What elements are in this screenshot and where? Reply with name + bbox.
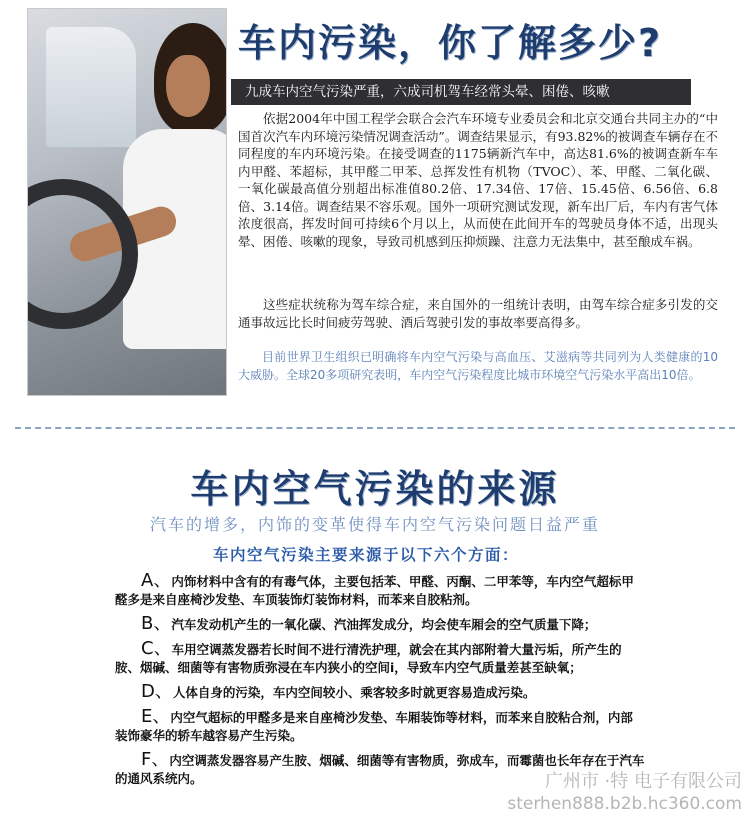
page-title: 车内污染，你了解多少? — [238, 21, 663, 65]
source-item-f: F、内空调蒸发器容易产生胺、烟碱、细菌等有害物质，弥成车，而霉菌也长年存在于汽车的通风系统内。 — [115, 749, 645, 786]
section-divider — [15, 427, 735, 429]
car-window — [46, 27, 136, 147]
sources-list — [115, 572, 645, 794]
sources-subtitle: 汽车的增多，内饰的变革使得车内空气污染问题日益严重 — [149, 515, 600, 534]
source-item-e: E、内空气超标的甲醛多是来自座椅沙发垫、车厢装饰等材料，而苯来自胶粘合剂，内部装饰豪华的轿车越容易产生污染。 — [115, 706, 633, 743]
source-item-b: B、汽车发动机产生的一氧化碳、汽油挥发成分，均会使车厢会的空气质量下降； — [141, 613, 597, 634]
driver-face — [166, 55, 210, 117]
source-item-c: C、车用空调蒸发器若长时间不进行清洗护理，就会在其内部附着大量污垢，所产生的胺、烟碱、细菌等有害物质弥浸在车内狭小的空间i，导致车内空气质量差甚至缺氧； — [115, 638, 622, 675]
source-item-d: D、人体自身的污染，车内空间较小、乘客较多时就更容易造成污染。 — [141, 681, 536, 702]
watermark-url: sterhen888.b2b.hc360.com — [507, 794, 742, 814]
sources-heading: 车内空气污染主要来源于以下六个方面： — [213, 546, 520, 564]
sources-title: 车内空气污染的来源 — [190, 467, 560, 511]
headline-banner: 九成车内空气污染严重，六成司机驾车经常头晕、困倦、咳嗽 — [231, 79, 691, 105]
watermark-company: 广州市 ·特 电子有限公司 — [544, 771, 742, 792]
driver-photo — [27, 8, 227, 396]
survey-paragraph: 依据2004年中国工程学会联合会汽车环境专业委员会和北京交通台共同主办的“中国首次汽车内环境污染情况调查活动”。调查结果显示，有93.82%的被调查车辆存在不同程度的车内环境污染。在接受调查的1175辆新汽车中，高达81.6%的被调查新车车内甲醛、苯超标，其甲醛二甲苯、总挥发性有机物（TVOC）、苯、甲醛、二氧化碳、一氧化碳最高值分别超出标准值80.2倍、17.34倍、17倍、15.45倍、6.56倍、6.8倍、3.14倍。调查结果不容乐观。国外一项研究测试发现，新车出厂后，车内有害气体浓度很高，挥发时间可持续6个月以上，从而使在此间开车的驾驶员身体不适，出现头晕、困倦、咳嗽的现象，导致司机感到压抑烦躁、注意力无法集中，甚至酿成车祸。 — [238, 111, 718, 249]
syndrome-paragraph: 这些症状统称为驾车综合症，来自国外的一组统计表明，由驾车综合症多引发的交通事故远比长时间疲劳驾驶、酒后驾驶引发的事故率要高得多。 — [238, 297, 718, 330]
steering-wheel — [27, 179, 138, 329]
who-paragraph: 目前世界卫生组织已明确将车内空气污染与高血压、艾滋病等共同列为人类健康的10大威胁。全球20多项研究表明，车内空气污染程度比城市环境空气污染水平高出10倍。 — [238, 350, 718, 382]
watermark — [507, 771, 742, 815]
source-item-a: A、内饰材料中含有的有毒气体，主要包括苯、甲醛、丙酮、二甲苯等，车内空气超标甲醛多是来自座椅沙发垫、车顶装饰灯装饰材料，而苯来自胶粘剂。 — [115, 570, 634, 607]
